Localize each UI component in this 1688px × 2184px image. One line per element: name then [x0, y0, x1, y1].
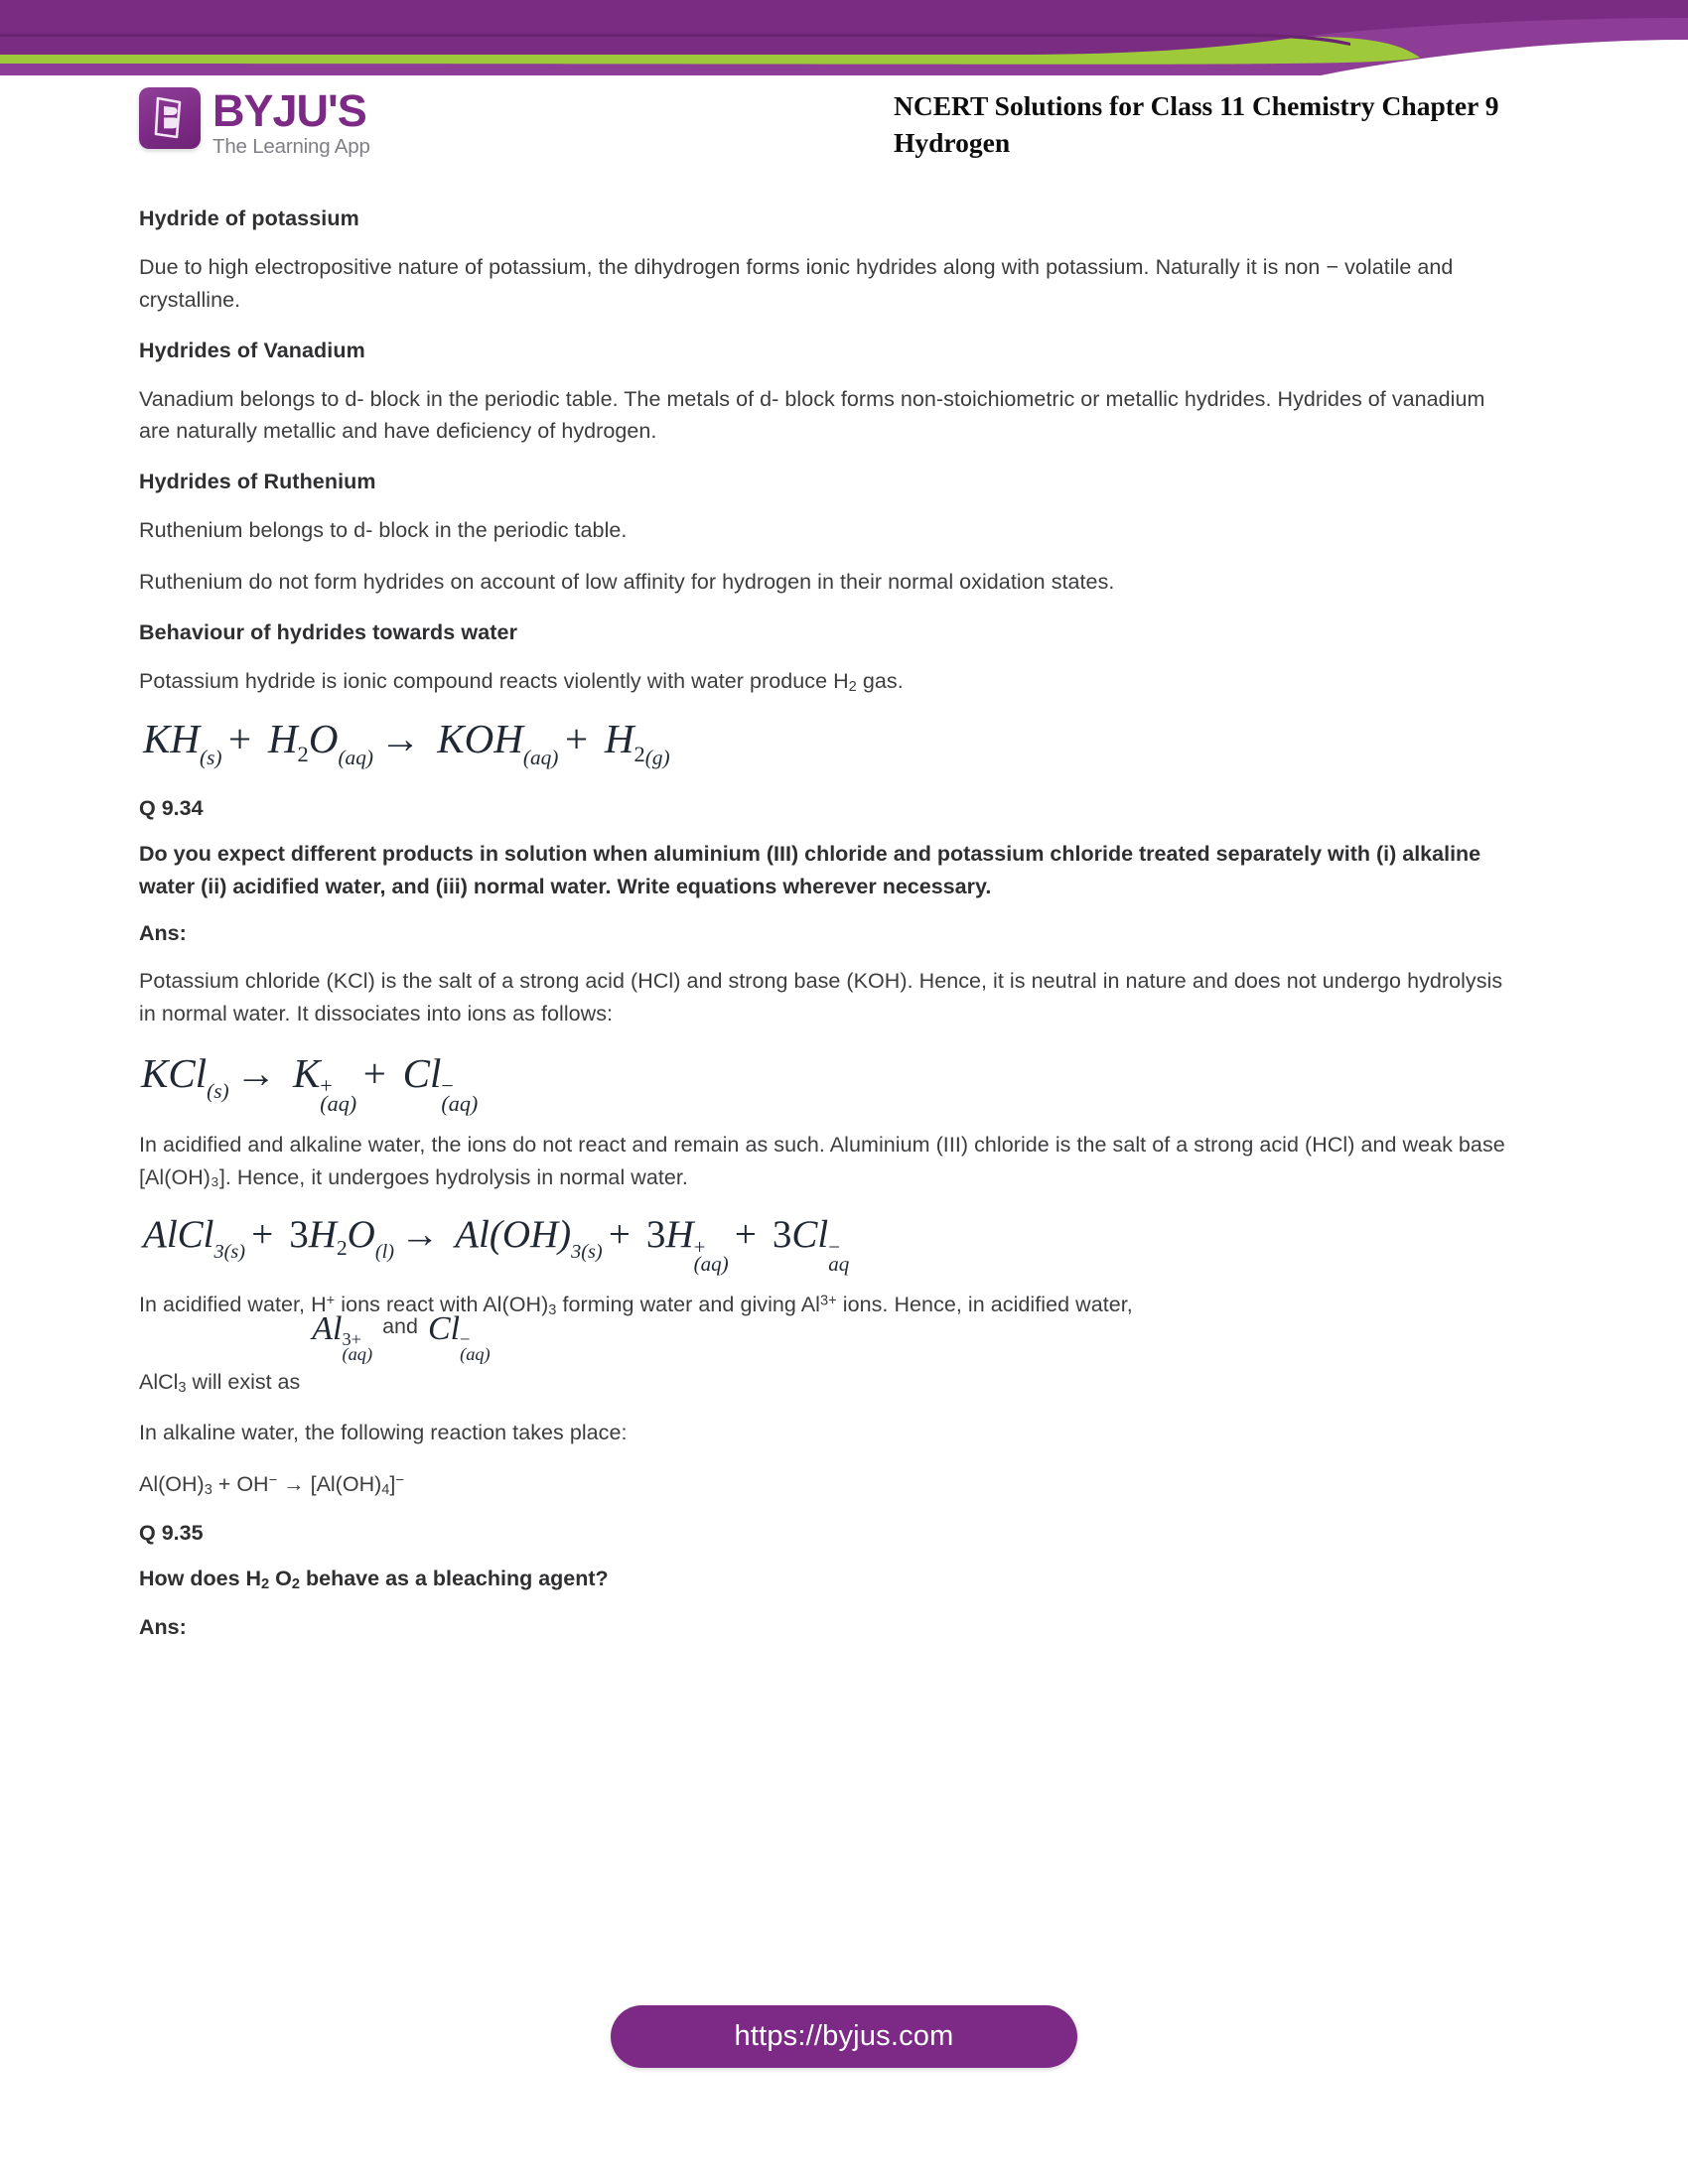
- page-title-line-2: Hydrogen: [894, 127, 1011, 159]
- question-935-mid: O: [269, 1567, 292, 1591]
- inline-cl-state: (aq): [460, 1343, 491, 1364]
- eq2-arrow: →: [235, 1049, 277, 1096]
- paragraph-alkaline-water: In alkaline water, the following reaction takes place:: [139, 1421, 628, 1445]
- paragraph-behaviour-pre: Potassium hydride is ionic compound reacts violently with water produce H: [139, 668, 849, 693]
- eq1-plus-1: +: [228, 716, 252, 762]
- masthead: [139, 87, 1559, 177]
- eq2-kcl-state: (s): [207, 1079, 229, 1104]
- paragraph-acidified-mid-2: forming water and giving Al: [556, 1292, 820, 1316]
- plain-eq-arrow: →: [277, 1471, 311, 1496]
- eq3-alcl: AlCl: [143, 1213, 214, 1257]
- paragraph-behaviour-post: gas.: [856, 668, 904, 693]
- paragraph-acidified-sub-1: 3: [548, 1302, 557, 1319]
- eq3-cl: Cl: [791, 1213, 829, 1257]
- inline-lead-text: [139, 1370, 300, 1398]
- plain-eq-pre: Al(OH): [139, 1471, 205, 1496]
- question-label-934: Q 9.34: [139, 796, 204, 820]
- eq3-h3-charge: +: [693, 1234, 706, 1259]
- inline-lead-sub: 3: [178, 1380, 187, 1397]
- eq3-plus-1: +: [251, 1213, 274, 1257]
- paragraph-kcl: Potassium chloride (KCl) is the salt of a strong acid (HCl) and strong base (KOH). Hence, it is neutral in nature and does not undergo hydrolysis in normal water. It dissociates into ions as follows:: [139, 969, 1503, 1026]
- eq1-plus-2: +: [564, 716, 589, 762]
- paragraph-acidified-mid-1: ions react with Al(OH): [335, 1292, 549, 1316]
- byjus-logo: [139, 87, 370, 159]
- inline-al: Al: [312, 1310, 343, 1348]
- inline-math-species: [312, 1310, 491, 1364]
- brand-tagline: The Learning App: [212, 134, 370, 158]
- inline-al-scripts: [342, 1328, 373, 1364]
- eq1-koh: KOH: [437, 716, 523, 762]
- plain-eq-mid-3: ]: [389, 1471, 396, 1496]
- eq3-cl-scripts: [828, 1234, 850, 1276]
- document-body: [139, 204, 1514, 1659]
- answer-label-934: Ans:: [139, 921, 187, 946]
- paragraph-acidified-pre: In acidified water, H: [139, 1292, 327, 1316]
- equation-kcl-dissociation: [141, 1049, 1514, 1117]
- eq3-coef-2: 3: [645, 1213, 666, 1257]
- question-935-post: behave as a bleaching agent?: [300, 1567, 609, 1591]
- inline-and-word: and: [382, 1314, 418, 1339]
- eq2-cl-charge: −: [441, 1073, 454, 1099]
- question-935-pre: How does H: [139, 1567, 262, 1591]
- paragraph-potassium: Due to high electropositive nature of potassium, the dihydrogen forms ionic hydrides along with potassium. Naturally it is non − volatile and crystalline.: [139, 255, 1454, 312]
- plain-eq-sub-1: 3: [204, 1482, 212, 1499]
- paragraph-alcl3-hydrolysis: In acidified and alkaline water, the ions do not react and remain as such. Aluminium (III) chloride is the salt of a strong acid (HCl) and weak base [Al(OH)₃]. Hence, it undergoes hydrolysis in normal water.: [139, 1132, 1505, 1189]
- question-935-sub-1: 2: [261, 1576, 270, 1593]
- inline-lead-post: will exist as: [186, 1370, 301, 1395]
- eq3-h-sub: 2: [336, 1236, 348, 1261]
- question-text-935: [139, 1563, 1514, 1595]
- inline-cl-charge: −: [460, 1328, 471, 1349]
- eq3-al-oh-sub: 3(s): [571, 1241, 603, 1264]
- inline-cl-scripts: [460, 1328, 491, 1364]
- page-title-line-1: NCERT Solutions for Class 11 Chemistry Chapter 9: [894, 90, 1499, 121]
- plain-eq-sup-1: −: [268, 1472, 278, 1489]
- eq2-cl-state: (aq): [441, 1091, 479, 1117]
- plain-eq-sup-2: −: [395, 1472, 404, 1489]
- eq1-h2: H: [604, 716, 634, 762]
- eq3-plus-3: +: [734, 1213, 757, 1257]
- eq3-arrow: →: [400, 1213, 440, 1257]
- eq3-alcl-sub: 3(s): [213, 1241, 246, 1264]
- eq1-h: H: [267, 716, 298, 762]
- header-decoration: [0, 0, 1688, 89]
- question-text-934: Do you expect different products in solution when aluminium (III) chloride and potassium chloride treated separately with (i) alkaline water (ii) acidified water, and (iii) normal water. Write equations wherever necessary.: [139, 842, 1481, 898]
- website-url-button[interactable]: https://byjus.com: [611, 2005, 1077, 2068]
- paragraph-acidified-sup-2: 3+: [820, 1293, 837, 1309]
- eq3-cl-charge: −: [828, 1234, 841, 1259]
- inline-al-state: (aq): [342, 1343, 373, 1364]
- paragraph-acidified-sup-1: +: [326, 1293, 336, 1309]
- eq2-k-scripts: [320, 1073, 357, 1117]
- plain-eq-mid-1: + OH: [211, 1471, 269, 1496]
- brand-name: BYJU'S: [212, 85, 366, 136]
- question-label-935: Q 9.35: [139, 1521, 204, 1546]
- page-title: [894, 87, 1589, 161]
- eq3-plus-2: +: [608, 1213, 631, 1257]
- inline-cl: Cl: [427, 1310, 461, 1348]
- answer-label-935: Ans:: [139, 1614, 187, 1639]
- eq1-arrow: →: [379, 716, 421, 762]
- equation-aluminate-formation: [139, 1468, 1514, 1502]
- byjus-logo-wordmark: [212, 87, 370, 159]
- plain-eq-sub-2: 4: [381, 1482, 390, 1499]
- eq2-k: K: [292, 1049, 321, 1096]
- eq1-h2o-state: (aq): [338, 745, 373, 769]
- eq3-h: H: [308, 1213, 337, 1257]
- stylized-b-icon: [150, 95, 190, 141]
- equation-potassium-hydride-water: [143, 715, 1514, 770]
- heading-behaviour-towards-water: Behaviour of hydrides towards water: [139, 619, 518, 644]
- eq1-h2-sub: 2: [633, 741, 645, 766]
- eq1-h-sub: 2: [297, 741, 309, 766]
- heading-hydrides-of-vanadium: Hydrides of Vanadium: [139, 338, 365, 362]
- eq3-coef-3: 3: [772, 1213, 792, 1257]
- eq3-h3-scripts: [693, 1234, 729, 1276]
- paragraph-behaviour-subscript: 2: [848, 678, 857, 695]
- eq3-h3-state: (aq): [693, 1251, 729, 1276]
- byjus-logo-mark-icon: [139, 87, 201, 149]
- eq2-k-state: (aq): [320, 1091, 357, 1117]
- eq1-kh: KH: [143, 716, 200, 762]
- eq2-cl-scripts: [441, 1073, 479, 1117]
- eq2-k-charge: +: [320, 1073, 333, 1099]
- eq3-o: O: [347, 1213, 375, 1257]
- eq2-cl: Cl: [402, 1049, 442, 1096]
- footer: [0, 2005, 1688, 2068]
- eq3-h3: H: [665, 1213, 694, 1257]
- paragraph-acidified-end: ions. Hence, in acidified water,: [836, 1292, 1133, 1316]
- eq1-koh-state: (aq): [522, 745, 559, 769]
- paragraph-ruthenium-1: Ruthenium belongs to d- block in the periodic table.: [139, 518, 628, 543]
- paragraph-behaviour: [139, 665, 1514, 698]
- eq1-h2-state: (g): [644, 745, 670, 769]
- inline-al-charge: 3+: [342, 1328, 362, 1349]
- eq3-o-state: (l): [374, 1241, 394, 1264]
- eq3-coef-1: 3: [289, 1213, 309, 1257]
- eq1-o: O: [308, 716, 339, 762]
- question-935-sub-2: 2: [291, 1576, 301, 1593]
- inline-math-row-alcl3-species: [139, 1310, 1514, 1398]
- paragraph-ruthenium-2: Ruthenium do not form hydrides on account of low affinity for hydrogen in their normal oxidation states.: [139, 569, 1115, 594]
- inline-lead-pre: AlCl: [139, 1370, 179, 1395]
- eq2-kcl: KCl: [141, 1049, 208, 1096]
- heading-hydrides-of-ruthenium: Hydrides of Ruthenium: [139, 470, 376, 494]
- eq2-plus: +: [362, 1049, 386, 1096]
- eq3-cl-state: aq: [828, 1251, 850, 1276]
- heading-hydride-of-potassium: Hydride of potassium: [139, 206, 359, 230]
- eq3-al-oh: Al(OH): [455, 1213, 572, 1257]
- eq1-kh-state: (s): [199, 745, 222, 769]
- paragraph-vanadium: Vanadium belongs to d- block in the periodic table. The metals of d- block forms non-stoichiometric or metallic hydrides. Hydrides of vanadium are naturally metallic and have deficiency of hydrogen.: [139, 386, 1485, 444]
- equation-alcl3-hydrolysis: [143, 1212, 1514, 1276]
- plain-eq-mid-2: [Al(OH): [310, 1471, 382, 1496]
